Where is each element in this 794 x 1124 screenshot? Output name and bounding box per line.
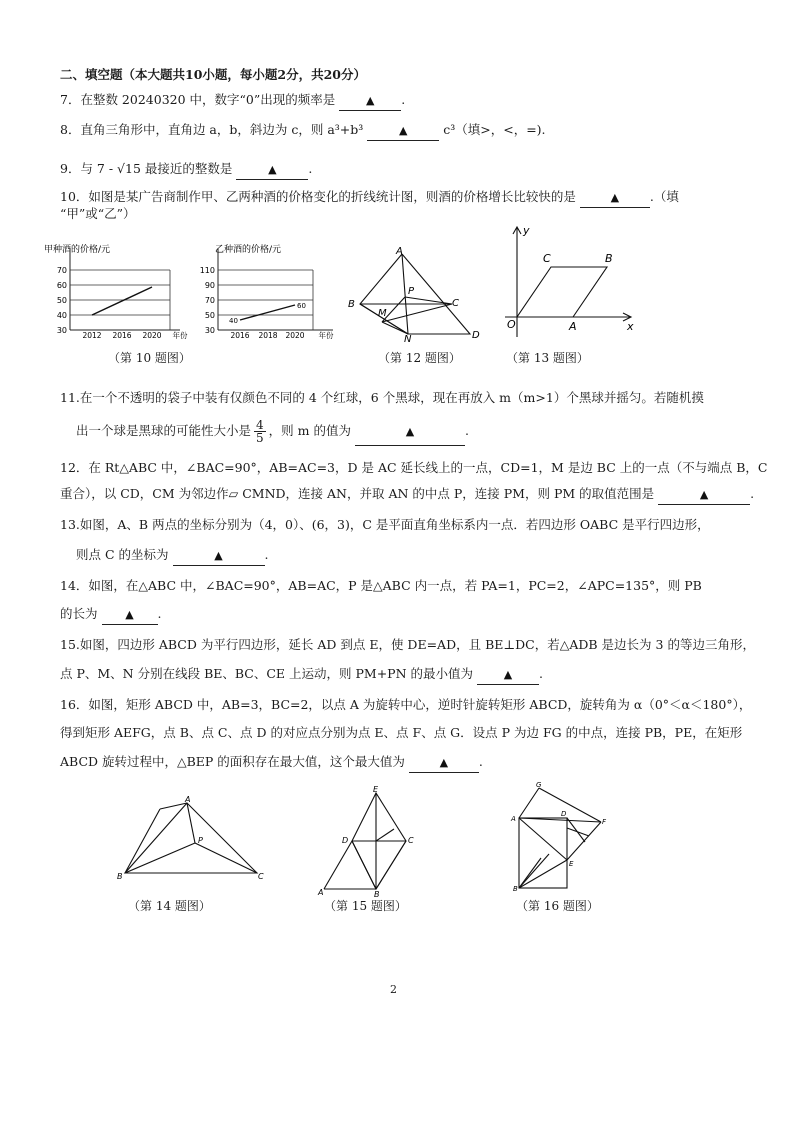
answer-mark: ▲ — [439, 756, 449, 769]
segment — [519, 858, 541, 888]
fig12-diagram — [340, 242, 490, 342]
question-15: 15.如图，四边形 ABCD 为平行四边形，延长 AD 到点 E，使 DE=AD，且 BE⊥DC，若△ADB 是边长为 3 的等边三角形， — [60, 637, 755, 652]
q11-line2-post: ，则 m 的值为 — [268, 423, 351, 438]
tick-label: 2020 — [142, 331, 162, 340]
fig10-right-chart — [185, 240, 345, 340]
answer-mark: ▲ — [366, 94, 375, 107]
segment-bc — [376, 841, 406, 889]
segment — [519, 818, 567, 860]
q14-line2-text: 的长为 — [60, 606, 98, 621]
tick-label: 2012 — [82, 331, 102, 340]
point-label: D — [561, 810, 567, 818]
q9-answer-blank[interactable] — [236, 160, 308, 180]
segment-pc — [195, 843, 257, 873]
point-label: A — [318, 888, 324, 897]
q8-tail: c³（填>，<，=). — [443, 122, 546, 137]
axis-label: 年份 — [172, 331, 188, 340]
segment-pa — [187, 803, 195, 843]
tick-label: 2018 — [258, 331, 278, 340]
q15-line2-text: 点 P、M、N 分别在线段 BE、BC、CE 上运动，则 PM+PN 的最小值为 — [60, 666, 474, 681]
fig16-diagram — [505, 778, 615, 893]
q7-answer-blank[interactable] — [339, 91, 401, 111]
segment — [567, 828, 589, 836]
question-14: 14．如图，在△ABC 中，∠BAC=90°，AB=AC，P 是△ABC 内一点，若 PA=1，PC=2，∠APC=135°，则 PB — [60, 578, 702, 593]
point-label: C — [543, 252, 551, 265]
point-label: A — [511, 815, 516, 823]
tick-label: 90 — [204, 281, 215, 290]
fig14-diagram — [115, 795, 270, 885]
segment — [519, 788, 539, 818]
segment — [519, 854, 549, 888]
answer-mark: ▲ — [268, 163, 277, 176]
answer-mark: ▲ — [503, 668, 513, 681]
fig15-caption: （第 15 题图） — [324, 899, 407, 913]
answer-mark: ▲ — [399, 124, 408, 137]
q9-text: 9．与 7 - √15 最接近的整数是 — [60, 161, 233, 176]
tick-label: 30 — [204, 326, 215, 335]
fig10-left-chart — [30, 240, 190, 340]
q15-line2: 点 P、M、N 分别在线段 BE、BC、CE 上运动，则 PM+PN 的最小值为 ▲ . — [60, 665, 543, 685]
point-label: B — [348, 299, 355, 310]
numerator: 4 — [256, 418, 264, 432]
fig10-left-grid — [70, 270, 170, 330]
segment — [539, 788, 601, 822]
q10-text: 10．如图是某广告商制作甲、乙两种酒的价格变化的折线统计图，则酒的价格增长比较快的是 — [60, 189, 576, 204]
answer-mark: ▲ — [405, 425, 415, 438]
series-line — [240, 305, 295, 320]
data-label-start: 40 — [229, 317, 238, 325]
point-label: B — [117, 872, 123, 881]
answer-mark: ▲ — [214, 549, 223, 562]
q10-answer-blank[interactable] — [580, 188, 650, 208]
fig12-caption: （第 12 题图） — [378, 351, 461, 365]
q14-line2: 的长为 ▲ . — [60, 605, 161, 625]
segment — [125, 809, 160, 873]
q13-line2-text: 则点 C 的坐标为 — [76, 547, 169, 562]
q13-answer-blank[interactable] — [173, 546, 265, 566]
section-title: 二、填空题（本大题共10小题，每小题2分，共20分） — [60, 67, 366, 82]
point-label: C — [452, 298, 459, 309]
point-label: D — [472, 330, 480, 341]
tick-label: 60 — [56, 281, 67, 290]
point-label: O — [507, 318, 516, 331]
point-label: N — [404, 334, 412, 342]
point-label: B — [513, 885, 518, 893]
q11-line2-pre: 出一个球是黑球的可能性大小是 — [76, 423, 252, 438]
q12-answer-blank[interactable] — [658, 485, 750, 505]
question-16: 16．如图，矩形 ABCD 中，AB=3，BC=2，以点 A 为旋转中心，逆时针旋转矩形 ABCD，旋转角为 α（0°＜α＜180°）， — [60, 697, 752, 712]
fig14-caption: （第 14 题图） — [128, 899, 211, 913]
question-12: 12．在 Rt△ABC 中，∠BAC=90°，AB=AC=3，D 是 AC 延长线上的一点，CD=1，M 是边 BC 上的一点（不与端点 B，C — [60, 460, 768, 475]
triangle-abc — [125, 803, 257, 873]
q8-answer-blank[interactable] — [367, 121, 439, 141]
point-label: P — [198, 836, 203, 845]
fig10-right-title: 乙种酒的价格/元 — [215, 245, 282, 255]
question-11: 11.在一个不透明的袋子中装有仅颜色不同的 4 个红球，6 个黑球，现在再放入 m（m>1）个黑球并摇匀。若随机摸 — [60, 390, 704, 405]
tick-label: 40 — [56, 311, 67, 320]
point-label: A — [185, 795, 191, 804]
tick-label: 2020 — [285, 331, 305, 340]
segment — [382, 304, 452, 322]
answer-mark: ▲ — [610, 191, 620, 204]
q8-text: 8．直角三角形中，直角边 a，b，斜边为 c，则 a³+b³ — [60, 122, 364, 137]
q10-tail: .（填 — [649, 189, 679, 204]
denominator: 5 — [256, 431, 264, 445]
tick-label: 30 — [56, 326, 67, 335]
q12-line2-text: 重合），以 CD，CM 为邻边作▱ CMND，连接 AN，并取 AN 的中点 P，连接 PM，则 PM 的取值范围是 — [60, 486, 655, 501]
point-label: F — [602, 818, 607, 826]
point-label: A — [569, 320, 577, 333]
segment-pb — [125, 843, 195, 873]
segment — [405, 297, 452, 304]
q16-line3: ABCD 旋转过程中，△BEP 的面积存在最大值，这个最大值为 ▲ . — [60, 753, 483, 773]
tick-label: 50 — [204, 311, 215, 320]
triangle-edge — [360, 254, 470, 334]
q15-answer-blank[interactable] — [477, 665, 539, 685]
q12-line2: 重合），以 CD，CM 为邻边作▱ CMND，连接 AN，并取 AN 的中点 P，连接 PM，则 PM 的取值范围是 ▲ . — [60, 485, 754, 505]
tick-label: 50 — [56, 296, 67, 305]
point-label: G — [536, 781, 542, 789]
q14-answer-blank[interactable] — [102, 605, 158, 625]
segment — [519, 818, 601, 822]
question-7: 7．在整数 20240320 中，数字“0”出现的频率是 ▲ . — [60, 91, 405, 111]
question-10 — [60, 188, 679, 208]
tick-label: 70 — [204, 296, 215, 305]
series-line — [92, 287, 152, 315]
fig10-left-title: 甲种酒的价格/元 — [44, 245, 111, 255]
q10-line2: “甲”或“乙”） — [60, 206, 136, 221]
fig15-diagram — [310, 785, 420, 897]
point-label: A — [396, 246, 403, 257]
fig13-diagram — [485, 222, 640, 342]
fig10-caption: （第 10 题图） — [108, 351, 191, 365]
tick-label: 2016 — [230, 331, 250, 340]
point-label: B — [605, 252, 613, 265]
q11-line2: 出一个球是黑球的可能性大小是 $\frac{4}{5}$ ，则 m 的值为 ▲ . — [76, 418, 469, 445]
q11-answer-blank[interactable] — [355, 418, 465, 446]
fig13-caption: （第 13 题图） — [506, 351, 589, 365]
axis-label: 年份 — [318, 331, 334, 340]
segment-ad — [324, 841, 352, 889]
point-label: M — [378, 308, 387, 319]
answer-mark: ▲ — [125, 608, 134, 621]
q7-text: 7．在整数 20240320 中，数字“0”出现的频率是 — [60, 92, 336, 107]
question-8 — [60, 121, 546, 141]
axis-label: x — [627, 320, 634, 333]
point-label: B — [374, 890, 380, 897]
axis-label: y — [523, 224, 530, 237]
q16-line3-text: ABCD 旋转过程中，△BEP 的面积存在最大值，这个最大值为 — [60, 754, 405, 769]
q13-line2: 则点 C 的坐标为 ▲ . — [76, 546, 268, 566]
question-9: 9．与 7 - √15 最接近的整数是 ▲ . — [60, 160, 312, 180]
segment — [376, 829, 394, 841]
question-13: 13.如图，A、B 两点的坐标分别为（4，0）、(6，3)，C 是平面直角坐标系内一点．若四边形 OABC 是平行四边形， — [60, 517, 710, 532]
answer-mark: ▲ — [699, 488, 709, 501]
q16-answer-blank[interactable] — [409, 753, 479, 773]
point-label: D — [342, 836, 349, 845]
point-label: E — [373, 785, 379, 794]
point-label: E — [569, 860, 574, 868]
tick-label: 2016 — [112, 331, 132, 340]
tick-label: 70 — [56, 266, 67, 275]
point-label: C — [258, 872, 264, 881]
segment-db — [352, 841, 376, 889]
data-label-end: 60 — [297, 302, 306, 310]
segment — [519, 860, 567, 888]
point-label: C — [408, 836, 414, 845]
tick-label: 110 — [199, 266, 215, 275]
fraction — [254, 419, 266, 444]
point-label: P — [408, 286, 415, 297]
q16-line2: 得到矩形 AEFG，点 B、点 C、点 D 的对应点分别为点 E、点 F、点 G．设点 P 为边 FG 的中点，连接 PB，PE，在矩形 — [60, 725, 743, 740]
parallelogram-oabc — [517, 267, 607, 317]
fig16-caption: （第 16 题图） — [516, 899, 599, 913]
page-number: 2 — [390, 983, 397, 996]
